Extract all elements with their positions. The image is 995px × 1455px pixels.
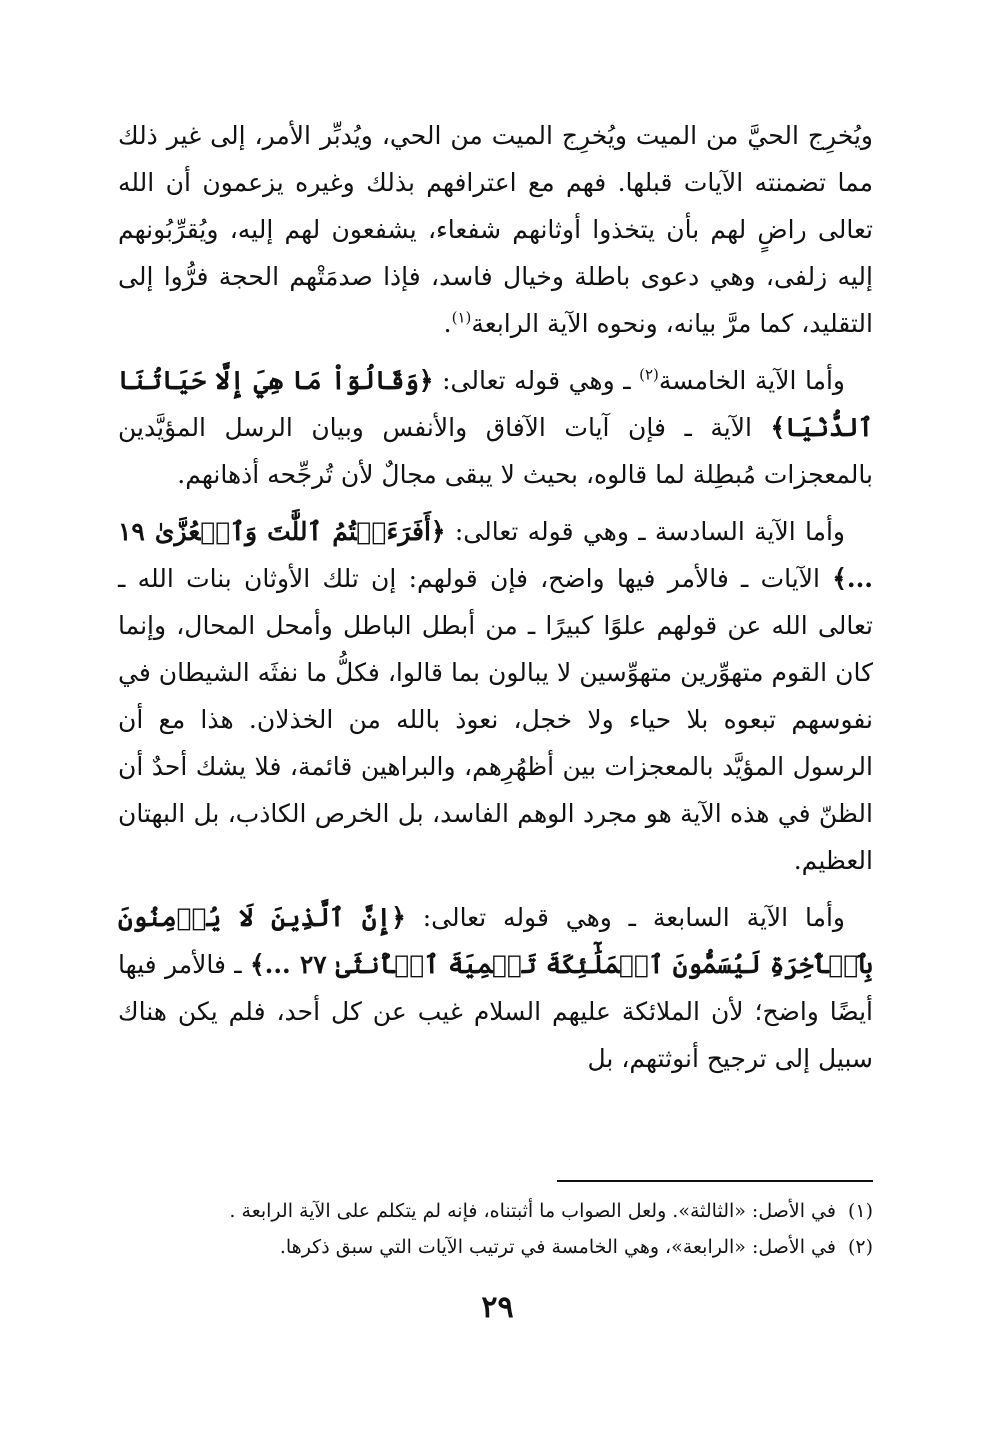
paragraph-text: ـ فالأمر فيها أيضًا واضح؛ لأن الملائكة عليهم السلام غيب عن كل أحد، فلم يكن هناك سبيل إلى ترجيح أنوثتهم، بل: [118, 950, 873, 1073]
quran-verse: ﴿إِنَّ ٱلَّذِينَ لَا يُؤۡمِنُونَ بِٱلۡأٓخِرَةِ لَيُسَمُّونَ ٱلۡمَلَٰٓئِكَةَ تَسۡمِيَةَ ٱلۡأُنثَىٰ ٢٧ ...﴾: [118, 903, 874, 979]
paragraph-4: [118, 894, 873, 1082]
paragraph-text: ـ وهي قوله تعالى:: [433, 366, 640, 395]
paragraph-text: وأما الآية الخامسة: [658, 366, 845, 395]
paragraph-text: .: [443, 309, 452, 338]
paragraph-1: [118, 112, 873, 347]
footnote-1: [118, 1193, 873, 1229]
paragraph-text: الآيات ـ فالأمر فيها واضح، فإن قولهم: إن تلك الأوثان بنات الله ـ تعالى الله عن قولهم علوًا كبيرًا ـ من أبطل الباطل وأمحل المحال، وإنما كان القوم متهوِّرين متهوِّسين لا يبالون بما قالوا، فكلُّ ما نفثَه الشيطان في نفوسهم تبعوه بلا حياء ولا خجل، نعوذ بالله من الخذلان. هذا مع أن الرسول المؤيَّد بالمعجزات بين أظهُرِهم، والبراهين قائمة، فلا يشك أحدٌ أن الظنّ في هذه الآية هو مجرد الوهم الفاسد، بل الخرص الكاذب، بل البهتان العظيم.: [118, 564, 873, 875]
footnote-number: (١): [847, 1200, 873, 1222]
page-number: ٢٩: [481, 1290, 514, 1325]
paragraph-2: [118, 357, 873, 498]
paragraph-text: وأما الآية السابعة ـ وهي قوله تعالى:: [405, 903, 845, 932]
paragraph-text: وأما الآية السادسة ـ وهي قوله تعالى:: [445, 517, 845, 546]
footnote-number: (٢): [847, 1236, 873, 1258]
footnote-ref-2: (٢): [639, 365, 659, 384]
paragraph-3: [118, 508, 873, 884]
footnote-2: [118, 1229, 873, 1265]
footnote-text: في الأصل: «الرابعة»، وهي الخامسة في ترتيب الآيات التي سبق ذكرها.: [279, 1236, 836, 1258]
quran-verse: ﴿وَقَالُوٓاْ مَا هِيَ إِلَّا حَيَاتُنَا ٱلدُّنْيَا﴾: [118, 366, 873, 442]
footnote-ref-1: (١): [451, 308, 472, 327]
quran-verse: ﴿أَفَرَءَيۡتُمُ ٱللَّٰتَ وَٱلۡعُزَّىٰ ١٩ ...﴾: [118, 517, 873, 593]
paragraph-text: الآية ـ فإن آيات الآفاق والأنفس وبيان الرسل المؤيَّدين بالمعجزات مُبطِلة لما قالوه، بحيث لا يبقى مجالٌ لأن تُرجِّحه أذهانهم.: [118, 413, 873, 489]
footnote-divider: [557, 1180, 873, 1182]
footnotes-section: [118, 1193, 873, 1265]
main-text-body: [118, 112, 873, 1092]
footnote-text: في الأصل: «الثالثة». ولعل الصواب ما أثبتناه، فإنه لم يتكلم على الآية الرابعة .: [229, 1200, 836, 1222]
paragraph-text: ويُخرِج الحيَّ من الميت ويُخرِج الميت من الحي، ويُدبِّر الأمر، إلى غير ذلك مما تضمنته الآيات قبلها. فهم مع اعترافهم بذلك وغيره يزعمون أن الله تعالى راضٍ لهم بأن يتخذوا أوثانهم شفعاء، يشفعون لهم إليه، ويُقرِّبُونهم إليه زلفى، وهي دعوى باطلة وخيال فاسد، فإذا صدمَتْهم الحجة فرُّوا إلى التقليد، كما مرَّ بيانه، ونحوه الآية الرابعة: [118, 121, 873, 338]
